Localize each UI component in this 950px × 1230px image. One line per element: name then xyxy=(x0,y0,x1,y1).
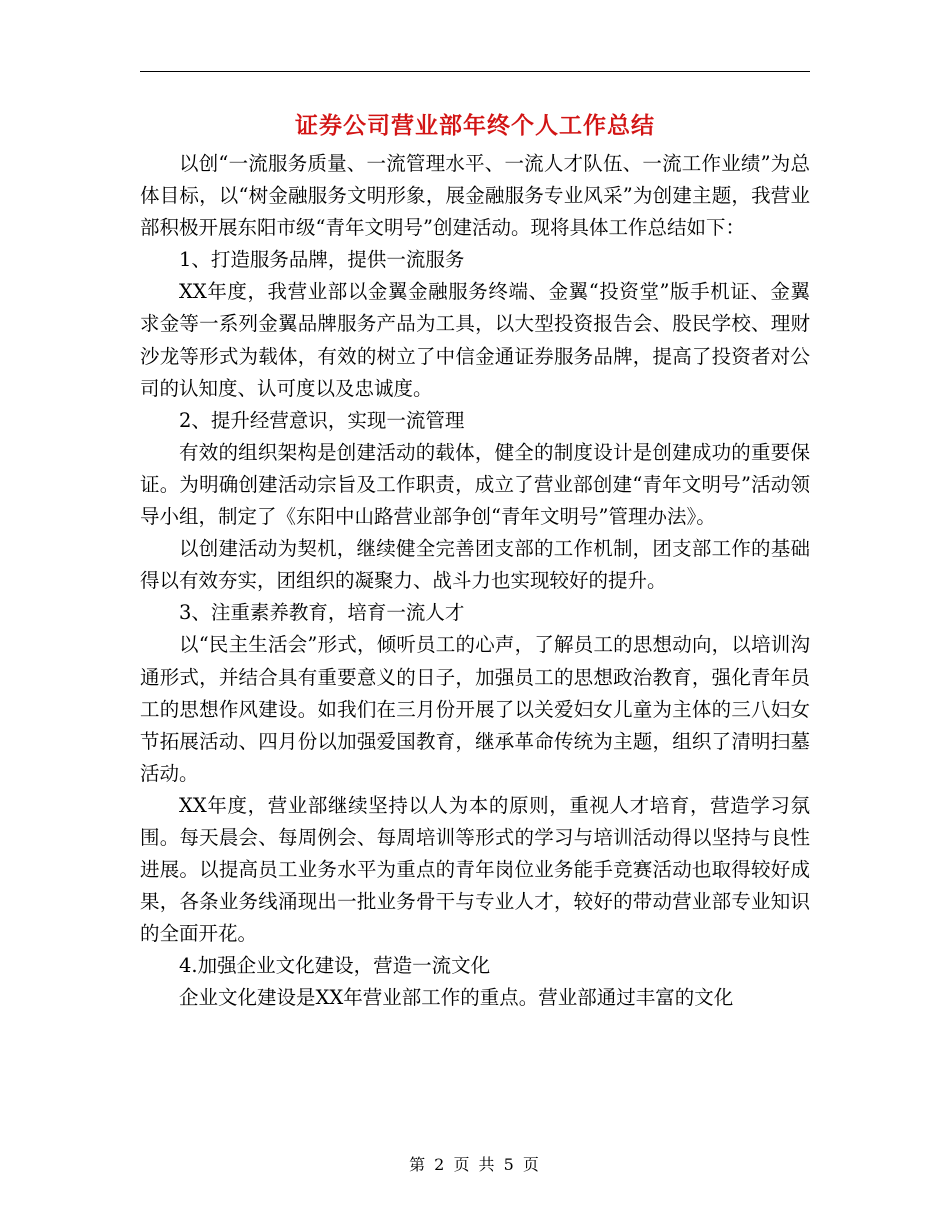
section-heading-2: 2、提升经营意识，实现一流管理 xyxy=(179,408,465,432)
paragraph-organization: 有效的组织架构是创建活动的载体，健全的制度设计是创建成功的重要保证。为明确创建活动宗旨及工作职责，成立了营业部创建“青年文明号”活动领导小组，制定了《东阳中山路营业部争创“青年文明号”管理办法》。 xyxy=(140,440,810,529)
section-heading-3: 3、注重素养教育，培育一流人才 xyxy=(179,601,465,625)
paragraph-brand-service: XX年度，我营业部以金翼金融服务终端、金翼“投资堂”版手机证、金翼求金等一系列金翼品牌服务产品为工具，以大型投资报告会、股民学校、理财沙龙等形式为载体，有效的树立了中信金通证券服务品牌，提高了投资者对公司的认知度、认可度以及忠诚度。 xyxy=(140,280,810,400)
paragraph-talent-training: XX年度，营业部继续坚持以人为本的原则，重视人才培育，营造学习氛围。每天晨会、每周例会、每周培训等形式的学习与培训活动得以坚持与良性进展。以提高员工业务水平为重点的青年岗位业务能手竞赛活动也取得较好成果，各条业务线涌现出一批业务骨干与专业人才，较好的带动营业部专业知识的全面开花。 xyxy=(140,793,810,946)
paragraph-corporate-culture: 企业文化建设是XX年营业部工作的重点。营业部通过丰富的文化 xyxy=(179,986,734,1010)
document-title: 证券公司营业部年终个人工作总结 xyxy=(295,113,655,139)
page-number-footer: 第 2 页 共 5 页 xyxy=(409,1155,541,1174)
section-heading-1: 1、打造服务品牌，提供一流服务 xyxy=(179,248,465,272)
paragraph-intro: 以创“一流服务质量、一流管理水平、一流人才队伍、一流工作业绩”为总体目标，以“树金融服务文明形象，展金融服务专业风采”为创建主题，我营业部积极开展东阳市级“青年文明号”创建活动。现将具体工作总结如下： xyxy=(140,152,810,240)
document-body xyxy=(140,148,810,1015)
paragraph-democratic-meeting: 以“民主生活会”形式，倾听员工的心声，了解员工的思想动向，以培训沟通形式，并结合具有重要意义的日子，加强员工的思想政治教育，强化青年员工的思想作风建设。如我们在三月份开展了以关爱妇女儿童为主体的三八妇女节拓展活动、四月份以加强爱国教育，继承革命传统为主题，组织了清明扫墓活动。 xyxy=(140,633,810,785)
paragraph-youth-league: 以创建活动为契机，继续健全完善团支部的工作机制，团支部工作的基础得以有效夯实，团组织的凝聚力、战斗力也实现较好的提升。 xyxy=(140,537,810,593)
header-rule xyxy=(140,71,810,72)
section-heading-4: 4.加强企业文化建设，营造一流文化 xyxy=(179,954,491,978)
